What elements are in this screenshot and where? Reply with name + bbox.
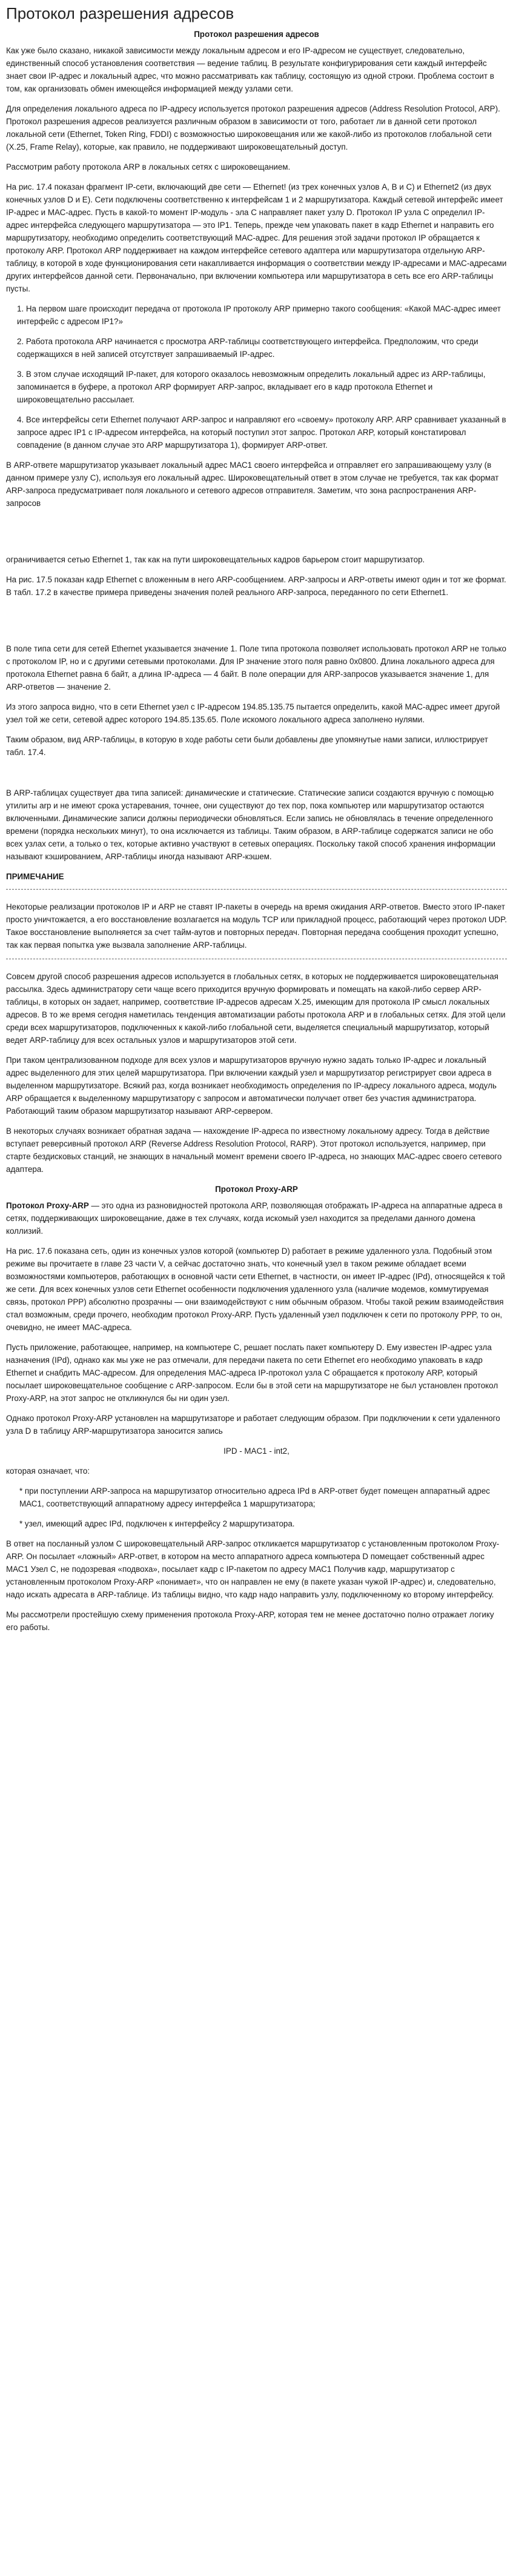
- term-proxy-arp: Протокол Proxy-ARP: [6, 1201, 89, 1210]
- paragraph: Совсем другой способ разрешения адресов используется в глобальных сетях, в которых не поддерживается широковещательная рассылка. Здесь администратору сети чаще всего приходится вручную формировать и помещать на какой-либо сервер ARP-таблицы, в которых он задает, например, соответствие IP-адресов адресам Х.25, имеющим для протокола IP смысл локальных адресов. В то же время сегодня наметилась тенденция автоматизации работы протокола ARP и в глобальных сетях. Для этой цели среди всех маршрутизаторов, подключенных к какой-либо глобальной сети, выделяется специальный маршрутизатор, который ведет ARP-таблицу для всех остальных узлов и маршрутизаторов этой сети.: [6, 972, 506, 1045]
- paragraph: Как уже было сказано, никакой зависимости между локальным адресом и его IP-адресом не существует, следовательно, единственный способ установления соответствия — ведение таблиц. В результате конфигурирования сети каждый интерфейс знает свои IP-адрес и локальный адрес, что можно рассматривать как таблицу, состоящую из одной строки. Проблема состоит в том, как организовать обмен имеющейся информацией между узлами сети.: [6, 46, 494, 93]
- section-title-arp: Протокол разрешения адресов: [194, 30, 319, 39]
- list-item: 3. В этом случае исходящий IP-пакет, для которого оказалось невозможным определить локальный адрес из ARP-таблицы, запоминается в буфере, а протокол ARP формирует ARP-запрос, вкладывает его в кадр протокола Ethernet и широковещательно рассылает.: [17, 370, 486, 404]
- paragraph: Для определения локального адреса по IP-адресу используется протокол разрешения адресов (Address Resolution Protocol, ARP). Протокол разрешения адресов реализуется различным образом в зависимости от того, работает ли в данной сети протокол локальной сети (Ethernet, Token Ring, FDDI) с возможностью широковещания или же какой-либо из протоколов глобальной сети (X.25, Frame Relay), которые, как правило, не поддерживают широковещательный доступ.: [6, 104, 500, 151]
- paragraph: [6, 1199, 507, 1237]
- list-item: 1. На первом шаге происходит передача от протокола IP протоколу ARP примерно такого сообщения: «Какой МАС-адрес имеет интерфейс с адресом IP1?»: [17, 304, 501, 326]
- paragraph: В ARP-таблицах существует два типа записей: динамические и статические. Статические записи создаются вручную с помощью утилиты arp и не имеют срока устаревания, точнее, они существуют до тех пор, пока компьютер или маршрутизатор остаются включенными. Динамические записи должны периодически обновляться. Если запись не обновлялась в течение определенного времени (порядка нескольких минут), то она исключается из таблицы. Таким образом, в ARP-таблице содержатся записи не обо всех узлах сети, а только о тех, которые активно участвуют в сетевых операциях. Поскольку такой способ хранения информации называют кэшированием, ARP-таблицы иногда называют ARP-кэшем.: [6, 788, 496, 861]
- paragraph: На рис. 17.5 показан кадр Ethernet с вложенным в него ARP-сообщением. ARP-запросы и ARP-ответы имеют один и тот же формат. В табл. 17.2 в качестве примера приведены значения полей реального ARP-запроса, переданного по сети Ethernet1.: [6, 575, 506, 597]
- table-placeholder: [6, 766, 507, 787]
- bullet-item: * узел, имеющий адрес IPd, подключен к интерфейсу 2 маршрутизатора.: [19, 1519, 295, 1528]
- paragraph: Рассмотрим работу протокола ARP в локальных сетях с широковещанием.: [6, 162, 291, 171]
- paragraph: Таким образом, вид ARP-таблицы, в которую в ходе работы сети были добавлены две упомянутые нами записи, иллюстрирует табл. 17.4.: [6, 735, 488, 757]
- paragraph: ограничивается сетью Ethernet 1, так как на пути широковещательных кадров барьером стоит маршрутизатор.: [6, 555, 425, 564]
- figure-placeholder: [6, 606, 507, 642]
- paragraph: На рис. 17.4 показан фрагмент IP-сети, включающий две сети — Ethernet! (из трех конечных узлов А, В и С) и Ethernet2 (из двух конечных узлов D и Е). Сети подключены соответственно к интерфейсам 1 и 2 маршрутизатора. Каждый сетевой интерфейс имеет IP-адрес и МАС-адрес. Пусть в какой-то момент IP-модуль - эла С направляет пакет узлу D. Протокол IP узла С определил IP-адрес интерфейса следующего маршрутизатора — это IP1. Теперь, прежде чем упаковать пакет в кадр Ethernet и направить его маршрутизатору, необходимо определить соответствующий МАС-адрес. Для решения этой задачи протокол IP обращается к протоколу ARP. Протокол ARP поддерживает на каждом интерфейсе сетевого адаптера или маршрутизатора отдельную ARP-таблицу, в которой в ходе функционирования сети накапливается информация о соответствии между IP-адресами и МАС-адресами других интерфейсов данной сети. Первоначально, при включении компьютера или маршрутизатора в сеть все его ARP-таблицы пусты.: [6, 182, 507, 293]
- paragraph: Однако протокол Proxy-ARP установлен на маршрутизаторе и работает следующим образом. При подключении к сети удаленного узла D в таблицу ARP-маршрутизатора заносится запись: [6, 1414, 500, 1436]
- paragraph: В ответ на посланный узлом С широковещательный ARP-запрос откликается маршрутизатор с установленным протоколом Proxy-ARP. Он посылает «ложный» ARP-ответ, в котором на место аппаратного адреса компьютера D помещает собственный адрес МАС1 Узел С, не подозревая «подвоха», посылает кадр с IP-пакетом по адресу МАС1 Получив кадр, маршрутизатор с установленным протоколом Proxy-ARP «понимает», что он направлен не ему (в пакете указан чужой IP-адрес) и, следовательно, надо искать адресата в ARP-таблице. Из таблицы видно, что кадр надо направить узлу, подключенному ко второму интерфейсу.: [6, 1539, 500, 1599]
- paragraph: В поле типа сети для сетей Ethernet указывается значение 1. Поле типа протокола позволяет использовать протокол ARP не только с протоколом IP, но и с другими сетевыми протоколами. Для IP значение этого поля равно 0x0800. Длина локального адреса для протокола Ethernet равна 6 байт, а длина IP-адреса — 4 байт. В поле операции для ARP-запросов указывается значение 1, для ARP-ответов — значение 2.: [6, 644, 506, 691]
- divider: [6, 889, 507, 890]
- paragraph: Мы рассмотрели простейшую схему применения протокола Proxy-ARP, которая тем не менее достаточно полно отражает логику его работы.: [6, 1610, 494, 1632]
- section-title-proxy-arp: Протокол Proxy-ARP: [215, 1185, 298, 1194]
- paragraph: На рис. 17.6 показана сеть, один из конечных узлов которой (компьютер D) работает в режиме удаленного узла. Подобный этом режиме вы прочитаете в главе 23 части V, а сейчас достаточно знать, что конечный узел в таком режиме обладает всеми возможностями компьютеров, работающих в основной части сети Ethernet, в частности, он имеет IP-адрес (IPd), относящейся к той же сети. Для всех конечных узлов сети Ethernet особенности подключения удаленного узла (наличие модемов, коммутируемая связь, протокол РРР) абсолютно прозрачны — они взаимодействуют с ним обычным образом. Чтобы такой режим взаимодействия стал возможным, среди прочего, необходим протокол Proxy-ARP. Пусть удаленный узел подключен к сети по протоколу PPP, то он, очевидно, не имеет МАС-адреса.: [6, 1246, 505, 1332]
- paragraph-text: — это одна из разновидностей протокола ARP, позволяющая отображать IP-адреса на аппаратные адреса в сетях, поддерживающих широковещание, даже в тех случаях, когда искомый узел находится за пределами данного домена коллизий.: [6, 1201, 503, 1236]
- paragraph: Пусть приложение, работающее, например, на компьютере С, решает послать пакет компьютеру D. Ему известен IP-адрес узла назначения (IPd), однако как мы уже не раз отмечали, для передачи пакета по сети Ethernet его необходимо упаковать в кадр Ethernet и снабдить МАС-адресом. Для определения МАС-адреса IP-протокол узла С обращается к протоколу ARP, который посылает широковещательное сообщение с ARP-запросом. Если бы в этой сети на маршрутизаторе не был установлен протокол Proxy-ARP, на этот запрос не откликнулся бы ни один узел.: [6, 1343, 498, 1403]
- arp-table-entry: IPD - MAC1 - int2,: [223, 1446, 290, 1456]
- paragraph: При таком централизованном подходе для всех узлов и маршрутизаторов вручную нужно задать только IP-адрес и локальный адрес выделенного для этих целей маршрутизатора. При включении каждый узел и маршрутизатор регистрирует свои адреса в выделенном маршрутизаторе. Всякий раз, когда возникает необходимость определения по IP-адресу локального адреса, модуль ARP обращается к выделенному маршрутизатору с запросом и автоматически получает ответ без участия администратора. Работающий таким образом маршрутизатор называют ARP-сервером.: [6, 1056, 497, 1116]
- paragraph: которая означает, что:: [6, 1466, 90, 1476]
- paragraph: Из этого запроса видно, что в сети Ethernet узел с IP-адресом 194.85.135.75 пытается определить, какой МАС-адрес имеет другой узел той же сети, сетевой адрес которого 194.85.135.65. Поле искомого локального адреса заполнено нулями.: [6, 702, 500, 724]
- list-item: 2. Работа протокола ARP начинается с просмотра ARP-таблицы соответствующего интерфейса. Предположим, что среди содержащихся в ней записей отсутствует запрашиваемый IP-адрес.: [17, 337, 478, 359]
- paragraph: В ARP-ответе маршрутизатор указывает локальный адрес МАС1 своего интерфейса и отправляет его запрашивающему узлу (в данном примере узлу С), используя его локальный адрес. Широковещательный ответ в этом случае не требуется, так как формат ARP-запроса предусматривает поля локального и сетевого адресов отправителя. Заметим, что зона распространения ARP-запросов: [6, 461, 499, 508]
- note-text: Некоторые реализации протоколов IP и ARP не ставят IP-пакеты в очередь на время ожидания ARP-ответов. Вместо этого IP-пакет просто уничтожается, а его восстановление возлагается на модуль TCP или прикладной процесс, работающий через протокол UDP. Такое восстановление выполняется за счет тайм-аутов и повторных передач. Повторная передача сообщения проходит успешно, так как первая попытка уже вызвала заполнение ARP-таблицы.: [6, 902, 508, 950]
- bullet-item: * при поступлении ARP-запроса на маршрутизатор относительно адреса IPd в ARP-ответ будет помещен аппаратный адрес МАС1, соответствующий аппаратному адресу интерфейса 1 маршрутизатора;: [19, 1486, 490, 1508]
- list-item: 4. Все интерфейсы сети Ethernet получают ARP-запрос и направляют его «своему» протоколу ARP. ARP сравнивает указанный в запросе адрес IP1 с IP-адресом интерфейса, на который поступил этот запрос. Протокол ARP, который констатировал совпадение (в данном случае это ARP маршрутизатора 1), формирует ARP-ответ.: [17, 415, 506, 450]
- page-title: Протокол разрешения адресов: [6, 4, 234, 22]
- figure-placeholder: [6, 517, 507, 553]
- paragraph: В некоторых случаях возникает обратная задача — нахождение IP-адреса по известному локальному адресу. Тогда в действие вступает реверсивный протокол ARP (Reverse Address Resolution Protocol, RARP). Этот протокол используется, например, при старте бездисковых станций, не знающих в начальный момент времени своего IP-адреса, но знающих МАС-адрес своего сетевого адаптера.: [6, 1127, 502, 1174]
- note-label: ПРИМЕЧАНИЕ: [6, 872, 64, 881]
